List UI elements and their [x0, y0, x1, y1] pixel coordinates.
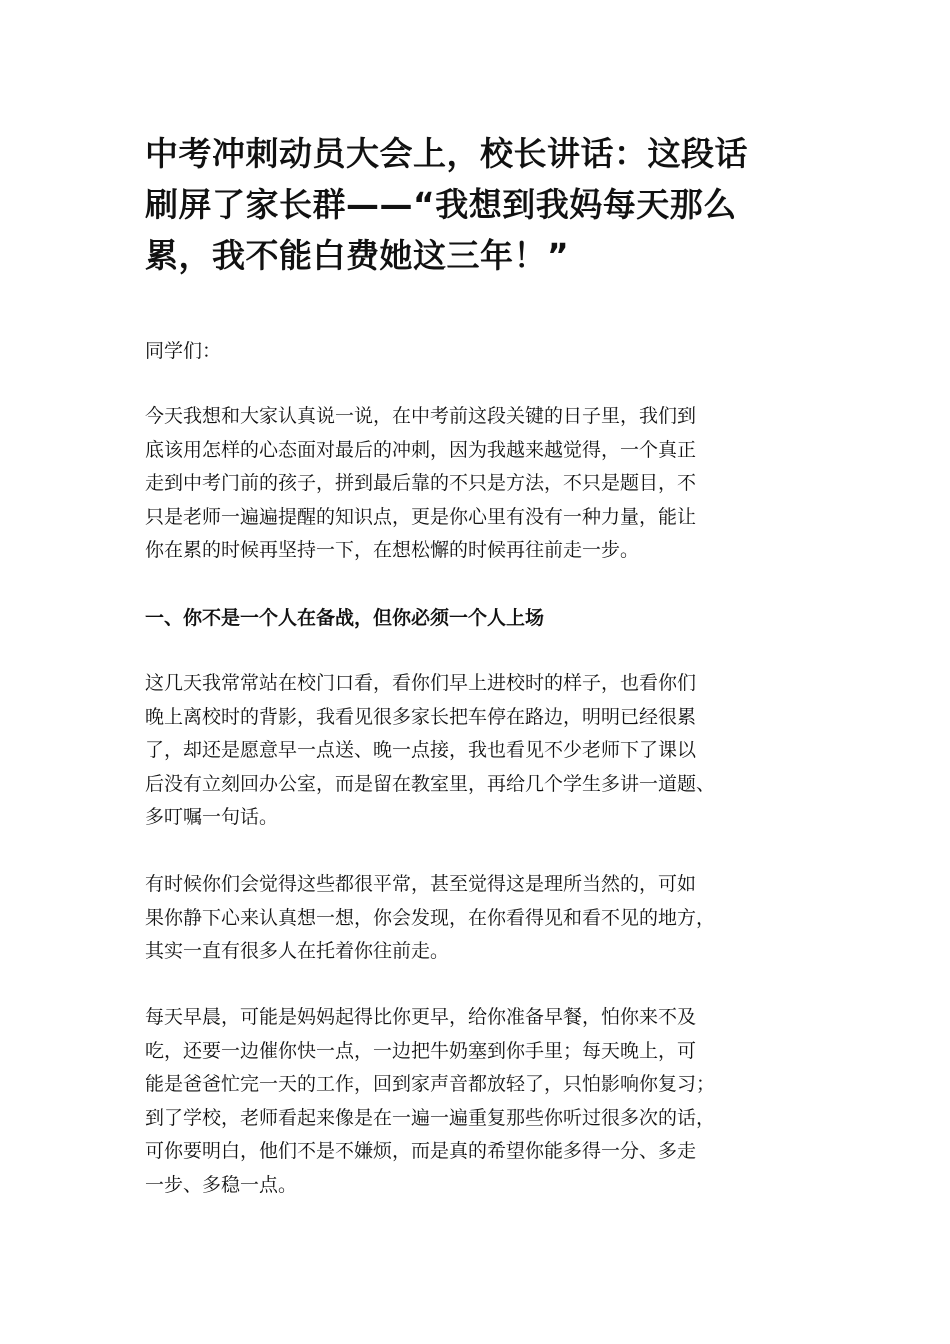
document-page [145, 128, 810, 1196]
paragraph-line: 能是爸爸忙完一天的工作，回到家声音都放轻了，只怕影响你复习； [145, 1073, 716, 1095]
paragraph-line: 今天我想和大家认真说一说，在中考前这段关键的日子里，我们到 [145, 405, 697, 427]
document-title [145, 128, 810, 281]
paragraph-line: 其实一直有很多人在托着你往前走。 [145, 940, 450, 962]
paragraph-line: 走到中考门前的孩子，拼到最后靠的不只是方法，不只是题目，不 [145, 472, 697, 494]
title-line: 刷屏了家长群——“我想到我妈每天那么 [145, 185, 737, 224]
paragraph-line: 你在累的时候再坚持一下，在想松懈的时候再往前走一步。 [145, 539, 640, 561]
paragraph-line: 这几天我常常站在校门口看，看你们早上进校时的样子，也看你们 [145, 672, 697, 694]
paragraph-line: 只是老师一遍遍提醒的知识点，更是你心里有没有一种力量，能让 [145, 505, 697, 528]
paragraph-intro [145, 400, 696, 568]
paragraph-line: 后没有立刻回办公室，而是留在教室里，再给几个学生多讲一道题、 [145, 772, 716, 795]
paragraph-school-gate [145, 667, 715, 835]
paragraph-line: 到了学校，老师看起来像是在一遍一遍重复那些你听过很多次的话， [145, 1106, 716, 1129]
paragraph-line: 底该用怎样的心态面对最后的冲刺，因为我越来越觉得，一个真正 [145, 438, 697, 461]
paragraph-line: 有时候你们会觉得这些都很平常，甚至觉得这是理所当然的，可如 [145, 873, 697, 895]
paragraph-line: 果你静下心来认真想一想，你会发现，在你看得见和看不见的地方， [145, 906, 716, 929]
paragraph-line: 一步、多稳一点。 [145, 1173, 298, 1196]
paragraph-line: 了，却还是愿意早一点送、晚一点接，我也看见不少老师下了课以 [145, 739, 697, 761]
paragraph-line: 多叮嘱一句话。 [145, 806, 279, 828]
title-line: 中考冲刺动员大会上，校长讲话：这段话 [145, 134, 748, 173]
paragraph-line: 吃，还要一边催你快一点，一边把牛奶塞到你手里；每天晚上，可 [145, 1039, 697, 1062]
title-line: 累，我不能白费她这三年！” [145, 236, 570, 275]
paragraph-daily-care [145, 1001, 715, 1202]
paragraph-support [145, 868, 715, 969]
greeting: 同学们： [145, 340, 222, 362]
paragraph-line: 晚上离校时的背影，我看见很多家长把车停在路边，明明已经很累 [145, 705, 697, 728]
paragraph-line: 可你要明白，他们不是不嫌烦，而是真的希望你能多得一分、多走 [145, 1140, 697, 1162]
section-heading: 一、你不是一个人在备战，但你必须一个人上场 [145, 607, 545, 629]
paragraph-line: 每天早晨，可能是妈妈起得比你更早，给你准备早餐，怕你来不及 [145, 1006, 697, 1028]
